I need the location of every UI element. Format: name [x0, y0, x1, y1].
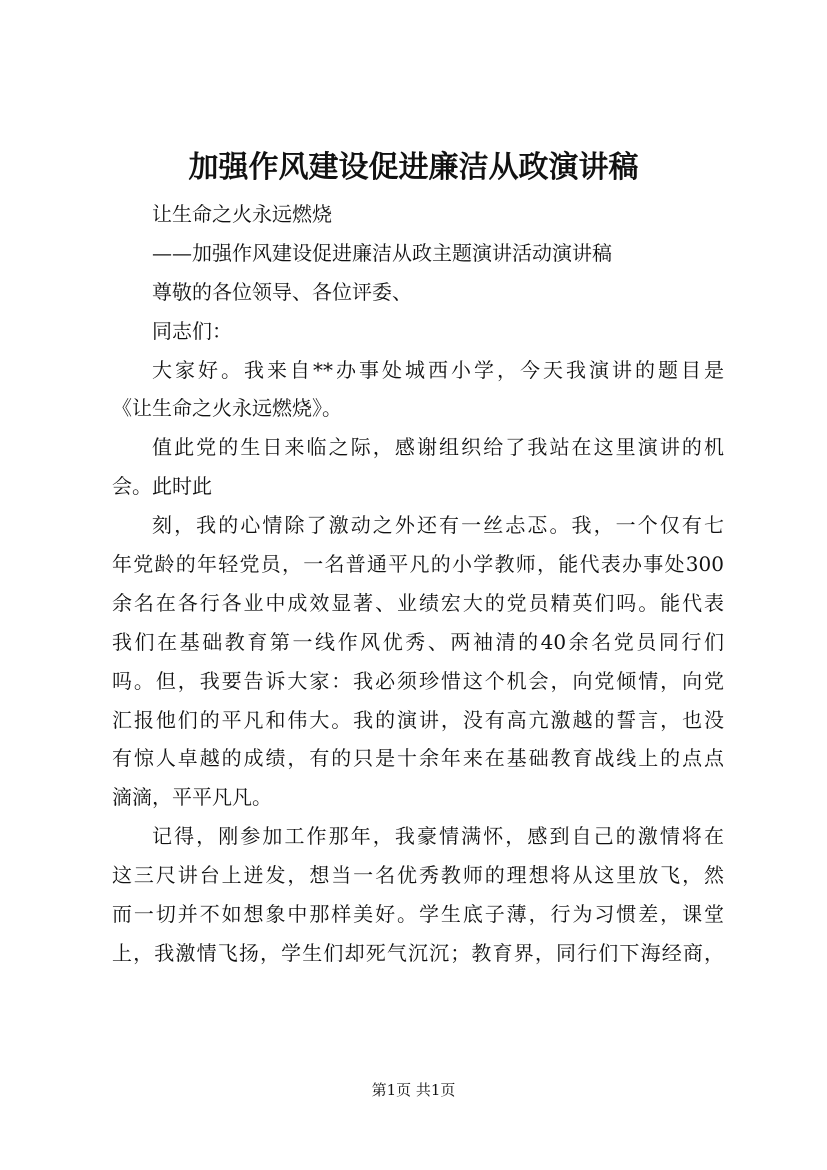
- text-line: 这三尺讲台上迸发，想当一名优秀教师的理想将从这里放飞，然: [112, 863, 724, 888]
- text-line: 刻，我的心情除了激动之外还有一丝忐忑。我，一个仅有七: [152, 513, 724, 538]
- text-line: 记得，刚参加工作那年，我豪情满怀，感到自己的激情将在: [152, 824, 724, 849]
- text-line: 吗。但，我要告诉大家：我必须珍惜这个机会，向党倾情，向党: [112, 668, 724, 693]
- text-line: 年党龄的年轻党员，一名普通平凡的小学教师，能代表办事处300: [112, 552, 724, 577]
- text-line: 同志们：: [152, 318, 232, 343]
- text-line: 滴滴，平平凡凡。: [112, 785, 272, 810]
- text-line: 让生命之火永远燃烧: [152, 202, 332, 226]
- text-line: 大家好。我来自**办事处城西小学，今天我演讲的题目是: [152, 357, 724, 382]
- text-line: ——加强作风建设促进廉洁从政主题演讲活动演讲稿: [152, 240, 612, 265]
- page-footer: 第1页 共1页: [371, 1081, 456, 1099]
- text-line: 余名在各行各业中成效显著、业绩宏大的党员精英们吗。能代表: [112, 590, 724, 615]
- text-line: 我们在基础教育第一线作风优秀、两袖清的40余名党员同行们: [112, 629, 724, 654]
- text-line: 有惊人卓越的成绩，有的只是十余年来在基础教育战线上的点点: [112, 746, 724, 771]
- text-line: 上，我激情飞扬，学生们却死气沉沉；教育界，同行们下海经商，: [112, 940, 724, 965]
- text-line: 汇报他们的平凡和伟大。我的演讲，没有高亢激越的誓言，也没: [112, 707, 724, 732]
- document-title: 加强作风建设促进廉洁从政演讲稿: [188, 150, 639, 185]
- text-line: 值此党的生日来临之际，感谢组织给了我站在这里演讲的机: [152, 435, 724, 460]
- text-line: 而一切并不如想象中那样美好。学生底子薄，行为习惯差，课堂: [112, 902, 724, 927]
- text-line: 《让生命之火永远燃烧》。: [112, 396, 342, 421]
- text-line: 会。此时此: [112, 474, 212, 499]
- text-line: 尊敬的各位领导、各位评委、: [152, 279, 412, 304]
- document-body: [112, 195, 724, 973]
